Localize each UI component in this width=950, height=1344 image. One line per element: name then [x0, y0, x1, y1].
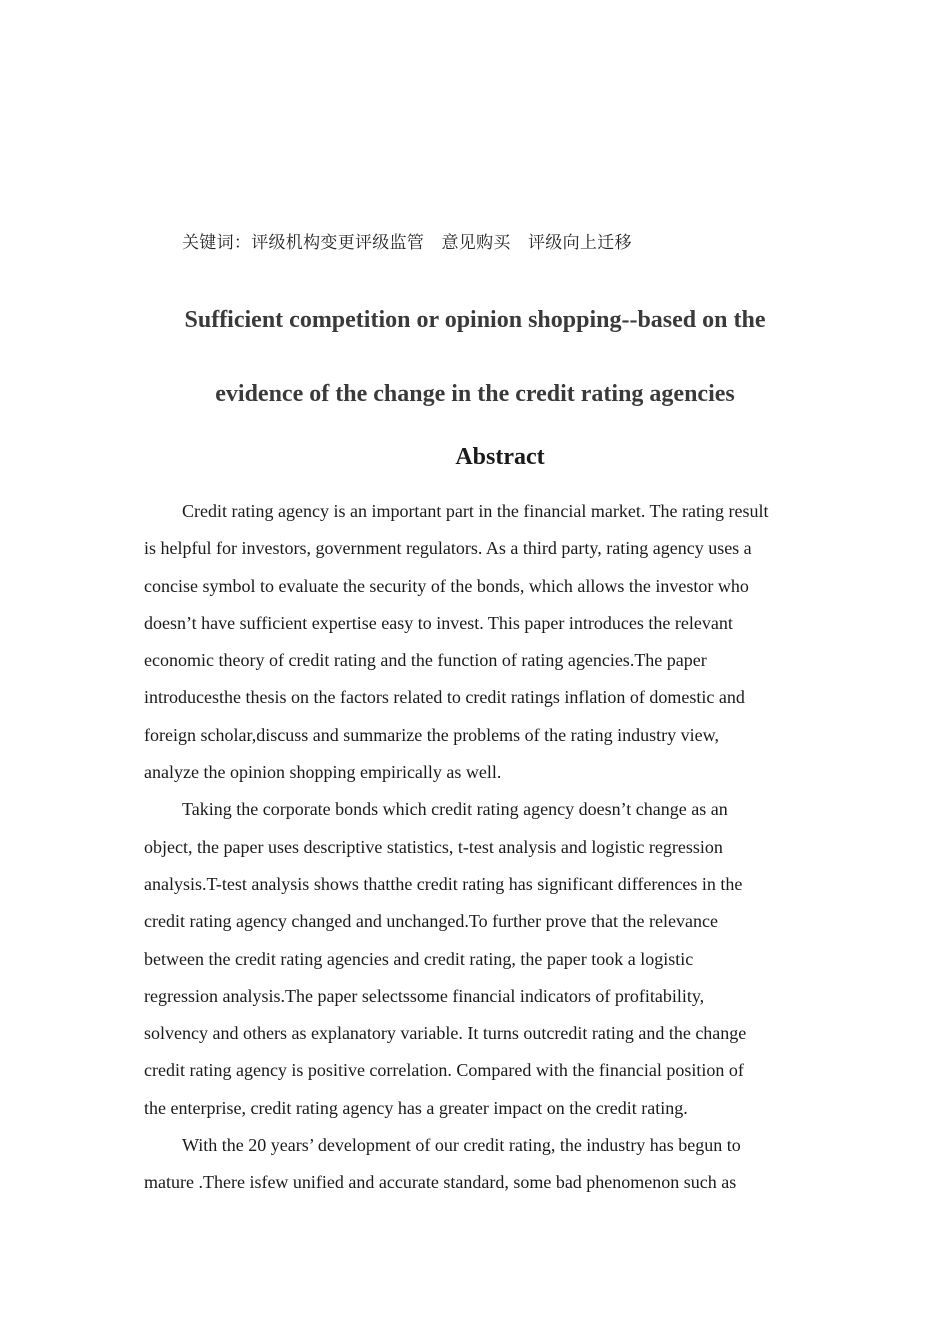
abstract-heading: Abstract — [455, 444, 545, 470]
paragraph-line: the enterprise, credit rating agency has a greater impact on the credit rating. — [144, 1097, 688, 1118]
keywords-line: 关键词：评级机构变更评级监管 意见购买 评级向上迁移 — [182, 233, 632, 253]
paragraph-line: object, the paper uses descriptive statistics, t-test analysis and logistic regression — [144, 836, 723, 857]
paragraph-line: solvency and others as explanatory variable. It turns outcredit rating and the change — [144, 1023, 747, 1044]
paragraph-line: Taking the corporate bonds which credit rating agency doesn’t change as an — [182, 799, 728, 820]
abstract-body — [144, 493, 812, 1202]
paragraph-line: between the credit rating agencies and credit rating, the paper took a logistic — [144, 948, 694, 969]
abstract-paragraph-3 — [144, 1127, 812, 1202]
paragraph-line: economic theory of credit rating and the function of rating agencies.The paper — [144, 650, 707, 671]
abstract-paragraph-1 — [144, 493, 812, 791]
paragraph-line: is helpful for investors, government regulators. As a third party, rating agency uses a — [144, 538, 752, 559]
paragraph-line: mature .There isfew unified and accurate standard, some bad phenomenon such as — [144, 1172, 737, 1193]
paragraph-line: analysis.T-test analysis shows thatthe credit rating has significant differences in the — [144, 873, 743, 894]
paragraph-line: concise symbol to evaluate the security of the bonds, which allows the investor who — [144, 575, 749, 596]
paragraph-line: Credit rating agency is an important part in the financial market. The rating result — [182, 501, 769, 521]
paragraph-line: credit rating agency is positive correlation. Compared with the financial position of — [144, 1060, 744, 1081]
english-title-line-2: evidence of the change in the credit rating agencies — [215, 381, 735, 407]
paragraph-line: analyze the opinion shopping empirically as well. — [144, 762, 502, 783]
paragraph-line: With the 20 years’ development of our credit rating, the industry has begun to — [182, 1135, 741, 1156]
paragraph-line: regression analysis.The paper selectssome financial indicators of profitability, — [144, 985, 705, 1006]
paragraph-line: introducesthe thesis on the factors related to credit ratings inflation of domestic and — [144, 687, 745, 708]
paragraph-line: doesn’t have sufficient expertise easy to invest. This paper introduces the relevant — [144, 612, 733, 633]
paragraph-line: foreign scholar,discuss and summarize the problems of the rating industry view, — [144, 724, 719, 745]
english-title-line-1: Sufficient competition or opinion shopping--based on the — [184, 307, 766, 333]
abstract-paragraph-2 — [144, 791, 812, 1127]
paragraph-line: credit rating agency changed and unchanged.To further prove that the relevance — [144, 911, 718, 932]
